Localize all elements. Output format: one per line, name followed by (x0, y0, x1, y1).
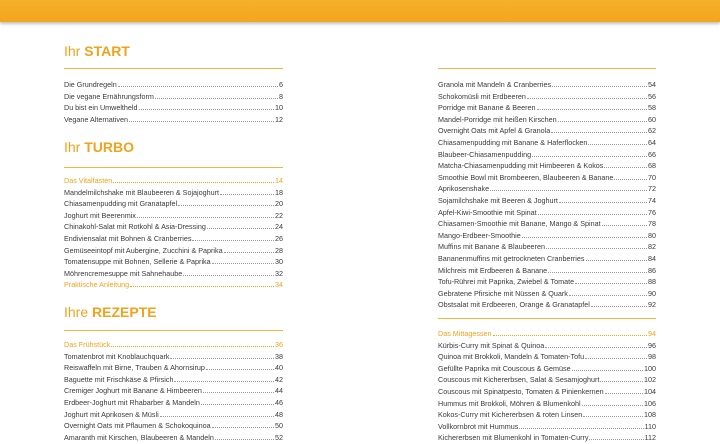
toc-page-number: 62 (648, 126, 656, 136)
toc-entry[interactable] (64, 432, 283, 444)
toc-entry-title: Couscous mit Spinatpesto, Tomaten & Pinienkernen (438, 386, 604, 396)
toc-dot-leader (519, 421, 643, 429)
toc-entry-title: Chiasamenpudding mit Banane & Haferflocken (438, 137, 588, 147)
toc-dot-leader (111, 339, 274, 347)
toc-entry[interactable] (438, 114, 656, 126)
toc-entry-title: Sojamilchshake mit Beeren & Joghurt (438, 195, 558, 205)
toc-entry[interactable] (438, 183, 656, 195)
toc-entry[interactable] (438, 421, 656, 433)
toc-entry-title: Das Mittagessen (438, 329, 492, 338)
toc-page-number: 72 (648, 184, 656, 194)
toc-page-number: 42 (275, 374, 283, 384)
toc-page-number: 96 (648, 340, 656, 350)
toc-entry-title: Vollkornbrot mit Hummus (438, 421, 519, 431)
toc-entry-title: Gemüseeintopf mit Aubergine, Zucchini & Paprika (64, 245, 223, 255)
toc-entry[interactable] (438, 288, 656, 300)
toc-entry-title: Tofu-Rührei mit Paprika, Zwiebel & Tomate (438, 277, 575, 287)
toc-page-number: 88 (648, 277, 656, 287)
toc-entry-title: Die Grundregeln (64, 80, 117, 89)
toc-dot-leader (203, 385, 274, 393)
toc-dot-leader (591, 299, 647, 307)
toc-dot-leader (582, 398, 643, 406)
toc-entry-title: Praktische Anleitung (64, 280, 130, 290)
section-divider-start (64, 68, 283, 69)
toc-list-lunch (438, 328, 656, 444)
toc-entry-title: Gefüllte Paprika mit Couscous & Gemüse (438, 363, 571, 373)
toc-entry[interactable] (438, 149, 656, 161)
toc-entry-title: Blaubeer-Chiasamenpudding (438, 149, 532, 159)
toc-dot-leader (139, 102, 274, 110)
toc-list-breakfast-continued (438, 79, 656, 311)
toc-page-number: 60 (648, 114, 656, 124)
toc-dot-leader (589, 432, 643, 440)
toc-entry-title: Chiasamen-Smoothie mit Banane, Mango & Spinat (438, 219, 601, 229)
toc-page-number: 102 (644, 375, 656, 385)
toc-entry[interactable] (64, 187, 283, 199)
toc-entry[interactable] (64, 210, 283, 222)
toc-entry[interactable] (438, 351, 656, 363)
toc-entry-title: Du bist ein Umweltheld (64, 103, 138, 113)
toc-dot-leader (559, 195, 647, 203)
toc-dot-leader (604, 160, 647, 168)
toc-entry[interactable] (438, 386, 656, 398)
toc-page-number: 68 (648, 161, 656, 171)
toc-dot-leader (552, 79, 647, 87)
toc-page-number: 106 (644, 398, 656, 408)
toc-page-number: 26 (275, 233, 283, 243)
toc-entry[interactable] (438, 79, 656, 91)
toc-entry-title: Das Vitalfasten (64, 176, 113, 185)
toc-entry-title: Endiviensalat mit Bohnen & Cranberries (64, 233, 192, 243)
toc-entry-title: Chinakohl-Salat mit Rotkohl & Asia-Dressing (64, 222, 206, 232)
toc-entry-title: Schokomüsli mit Erdbeeren (438, 91, 526, 101)
toc-dot-leader (212, 420, 274, 428)
toc-entry[interactable] (438, 218, 656, 230)
toc-entry-title: Obstsalat mit Erdbeeren, Orange & Granatapfel (438, 300, 590, 310)
toc-entry[interactable] (64, 385, 283, 397)
toc-entry-title: Kürbis-Curry mit Spinat & Quinoa (438, 340, 545, 350)
toc-entry[interactable] (64, 362, 283, 374)
toc-page-number: 12 (275, 114, 283, 124)
toc-entry-title: Cremiger Joghurt mit Banane & Himbeeren (64, 386, 202, 396)
toc-section-entry[interactable] (438, 328, 656, 340)
toc-dot-leader (583, 409, 643, 417)
toc-page-number: 50 (275, 421, 283, 431)
toc-dot-leader (192, 233, 274, 241)
toc-entry-title: Quinoa mit Brokkoli, Mandeln & Tomaten-Tofu (438, 352, 585, 362)
toc-page-number: 8 (279, 91, 283, 101)
toc-entry[interactable] (438, 265, 656, 277)
toc-entry[interactable] (438, 172, 656, 184)
toc-entry[interactable] (64, 79, 283, 91)
toc-entry[interactable] (438, 91, 656, 103)
toc-dot-leader (178, 198, 274, 206)
toc-entry[interactable] (64, 374, 283, 386)
toc-dot-leader (585, 351, 647, 359)
toc-dot-leader (537, 102, 648, 110)
toc-list-turbo (64, 175, 283, 291)
toc-dot-leader (605, 386, 643, 394)
heading-start (64, 43, 283, 59)
toc-entry[interactable] (64, 420, 283, 432)
toc-dot-leader (490, 183, 647, 191)
toc-entry[interactable] (64, 351, 283, 363)
heading-start-prefix: Ihr (64, 43, 85, 59)
toc-dot-leader (137, 210, 274, 218)
toc-entry-title: Erdbeer-Joghurt mit Rhabarber & Mandeln (64, 397, 200, 407)
toc-entry[interactable] (64, 102, 283, 114)
toc-dot-leader (527, 91, 647, 99)
toc-entry[interactable] (64, 221, 283, 233)
toc-entry-title: Muffins mit Banane & Blaubeeren (438, 242, 545, 252)
toc-dot-leader (220, 187, 274, 195)
toc-entry-title: Milchreis mit Erdbeeren & Banane (438, 265, 548, 275)
toc-page-number: 20 (275, 199, 283, 209)
toc-entry-title: Die vegane Ernährungsform (64, 91, 154, 101)
toc-entry-title: Reiswaffeln mit Birne, Trauben & Ahornsirup (64, 363, 205, 373)
toc-dot-leader (546, 241, 647, 249)
toc-entry-title: Möhrencremesuppe mit Sahnehaube (64, 268, 183, 278)
toc-section-entry[interactable] (64, 339, 283, 351)
toc-entry[interactable] (438, 160, 656, 172)
toc-dot-leader (522, 230, 647, 238)
toc-page-number: 80 (648, 230, 656, 240)
toc-page-number: 78 (648, 219, 656, 229)
toc-dot-leader (118, 79, 278, 87)
toc-page-number: 38 (275, 351, 283, 361)
toc-entry[interactable] (438, 207, 656, 219)
toc-entry[interactable] (438, 299, 656, 311)
toc-page-number: 86 (648, 265, 656, 275)
toc-dot-leader (569, 288, 647, 296)
heading-turbo-title: TURBO (84, 139, 135, 155)
toc-page-number: 104 (644, 386, 656, 396)
toc-page-number: 82 (648, 242, 656, 252)
toc-dot-leader (130, 279, 274, 287)
toc-dot-leader (215, 432, 274, 440)
toc-page-number: 100 (644, 363, 656, 373)
toc-entry-title: Joghurt mit Beerenmix (64, 210, 136, 220)
toc-page-number: 10 (275, 103, 283, 113)
toc-dot-leader (201, 397, 274, 405)
toc-dot-leader (558, 114, 647, 122)
toc-page-number: 52 (275, 432, 283, 442)
toc-list-rezepte (64, 339, 283, 443)
toc-dot-leader (586, 253, 648, 261)
toc-list-start (64, 79, 283, 125)
toc-entry[interactable] (64, 397, 283, 409)
toc-page-number: 56 (648, 91, 656, 101)
toc-entry[interactable] (438, 409, 656, 421)
toc-page-number: 98 (648, 352, 656, 362)
toc-dot-leader (600, 374, 643, 382)
toc-dot-leader (614, 172, 647, 180)
toc-page-number: 58 (648, 103, 656, 113)
heading-turbo-prefix: Ihr (64, 139, 85, 155)
toc-entry[interactable] (64, 233, 283, 245)
toc-entry[interactable] (64, 198, 283, 210)
toc-dot-leader (113, 175, 274, 183)
toc-entry[interactable] (438, 432, 656, 444)
toc-page-number: 46 (275, 397, 283, 407)
toc-page-number: 92 (648, 300, 656, 310)
toc-dot-leader (129, 114, 274, 122)
toc-entry-title: Amaranth mit Kirschen, Blaubeeren & Mandeln (64, 432, 214, 442)
toc-entry-title: Apfel-Kiwi-Smoothie mit Spinat (438, 207, 537, 217)
toc-dot-leader (206, 362, 274, 370)
toc-dot-leader (207, 221, 274, 229)
toc-page-number: 40 (275, 363, 283, 373)
toc-page-number: 34 (275, 280, 283, 290)
heading-start-title: START (84, 43, 130, 59)
toc-entry-title: Matcha-Chiasamenpudding mit Himbeeren & Kokos (438, 161, 604, 171)
toc-entry-title: Kichererbsen mit Blumenkohl in Tomaten-Curry (438, 433, 589, 443)
toc-entry[interactable] (438, 195, 656, 207)
toc-section-entry[interactable] (64, 175, 283, 187)
toc-page-number: 28 (275, 245, 283, 255)
toc-entry-title: Joghurt mit Aprikosen & Müsli (64, 409, 159, 419)
toc-page-number: 64 (648, 137, 656, 147)
top-accent-bar (0, 0, 720, 22)
toc-entry-title: Kokos-Curry mit Kichererbsen & roten Linsen (438, 410, 583, 420)
toc-page-number: 48 (275, 409, 283, 419)
toc-entry[interactable] (438, 102, 656, 114)
toc-page-number: 14 (275, 176, 283, 185)
toc-dot-leader (532, 149, 647, 157)
toc-entry[interactable] (438, 340, 656, 352)
toc-entry-title: Mandelmilchshake mit Blaubeeren & Sojajoghurt (64, 187, 220, 197)
section-divider-right-bottom (438, 318, 656, 319)
toc-dot-leader (493, 328, 647, 336)
section-divider-turbo (64, 167, 283, 168)
toc-dot-leader (183, 268, 274, 276)
toc-entry[interactable] (438, 241, 656, 253)
toc-entry[interactable] (64, 409, 283, 421)
toc-entry-title: Vegane Alternativen (64, 114, 128, 124)
toc-page-number: 70 (648, 172, 656, 182)
toc-entry-title: Gebratene Pfirsiche mit Nüssen & Quark (438, 288, 568, 298)
toc-entry[interactable] (64, 91, 283, 103)
section-divider-right-top (438, 68, 656, 69)
toc-dot-leader (170, 351, 274, 359)
toc-page-number: 108 (644, 410, 656, 420)
toc-dot-leader (575, 276, 647, 284)
toc-page-number: 30 (275, 257, 283, 267)
toc-page-number: 36 (275, 340, 283, 349)
toc-entry-title: Hummus mit Brokkoli, Möhren & Blumenkohl (438, 398, 581, 408)
toc-page-number: 66 (648, 149, 656, 159)
toc-entry-title: Overnight Oats mit Apfel & Granola (438, 126, 551, 136)
toc-dot-leader (538, 207, 647, 215)
heading-rezepte (64, 304, 283, 320)
heading-turbo (64, 139, 283, 155)
toc-dot-leader (224, 245, 274, 253)
toc-entry-title: Aprikosenshake (438, 184, 490, 194)
toc-dot-leader (160, 409, 274, 417)
toc-page-number: 6 (279, 80, 283, 89)
toc-entry[interactable] (438, 125, 656, 137)
toc-entry[interactable] (64, 268, 283, 280)
toc-entry-title: Mango-Erdbeer-Smoothie (438, 230, 521, 240)
toc-entry[interactable] (438, 137, 656, 149)
section-divider-rezepte (64, 330, 283, 331)
toc-entry-title: Mandel-Porridge mit heißen Kirschen (438, 114, 557, 124)
toc-dot-leader (602, 218, 647, 226)
toc-entry[interactable] (64, 245, 283, 257)
toc-page-number: 76 (648, 207, 656, 217)
toc-entry-title: Porridge mit Banane & Beeren (438, 103, 536, 113)
toc-entry-title: Smoothie Bowl mit Brombeeren, Blaubeeren & Banane (438, 172, 614, 182)
toc-dot-leader (155, 91, 278, 99)
toc-page-number: 84 (648, 253, 656, 263)
toc-entry-title: Das Frühstück (64, 340, 111, 349)
toc-section-entry[interactable] (64, 279, 283, 291)
toc-entry[interactable] (438, 276, 656, 288)
toc-entry[interactable] (438, 398, 656, 410)
toc-page-number: 94 (648, 329, 656, 338)
toc-page-number: 22 (275, 210, 283, 220)
toc-entry[interactable] (64, 256, 283, 268)
toc-page-number: 90 (648, 288, 656, 298)
toc-page-number: 24 (275, 222, 283, 232)
toc-entry-title: Tomatensuppe mit Bohnen, Sellerie & Paprika (64, 257, 211, 267)
heading-rezepte-prefix: Ihre (64, 304, 93, 320)
toc-entry[interactable] (438, 253, 656, 265)
toc-entry-title: Bananenmuffins mit getrockneten Cranberries (438, 253, 585, 263)
toc-entry[interactable] (64, 114, 283, 126)
toc-page-number: 44 (275, 386, 283, 396)
toc-entry-title: Granola mit Mandeln & Cranberries (438, 80, 552, 89)
toc-page-number: 32 (275, 268, 283, 278)
toc-page-number: 54 (648, 80, 656, 89)
toc-dot-leader (588, 137, 647, 145)
toc-entry-title: Couscous mit Kichererbsen, Salat & Sesamjoghurt (438, 375, 600, 385)
toc-page-number: 110 (644, 421, 656, 431)
toc-dot-leader (551, 125, 647, 133)
heading-rezepte-title: REZEPTE (92, 304, 157, 320)
toc-entry[interactable] (438, 374, 656, 386)
toc-entry[interactable] (438, 363, 656, 375)
toc-entry-title: Overnight Oats mit Pflaumen & Schokoquinoa (64, 421, 211, 431)
toc-entry-title: Tomatenbrot mit Knoblauchquark (64, 351, 170, 361)
toc-entry-title: Chiasamenpudding mit Granatapfel (64, 199, 178, 209)
toc-dot-leader (174, 374, 274, 382)
toc-dot-leader (572, 363, 643, 371)
toc-page-number: 74 (648, 195, 656, 205)
toc-dot-leader (212, 256, 274, 264)
toc-dot-leader (548, 265, 647, 273)
toc-dot-leader (545, 340, 647, 348)
toc-page-number: 112 (644, 433, 656, 443)
toc-entry-title: Baguette mit Frischkäse & Pfirsich (64, 374, 174, 384)
toc-page-number: 18 (275, 187, 283, 197)
toc-entry[interactable] (438, 230, 656, 242)
